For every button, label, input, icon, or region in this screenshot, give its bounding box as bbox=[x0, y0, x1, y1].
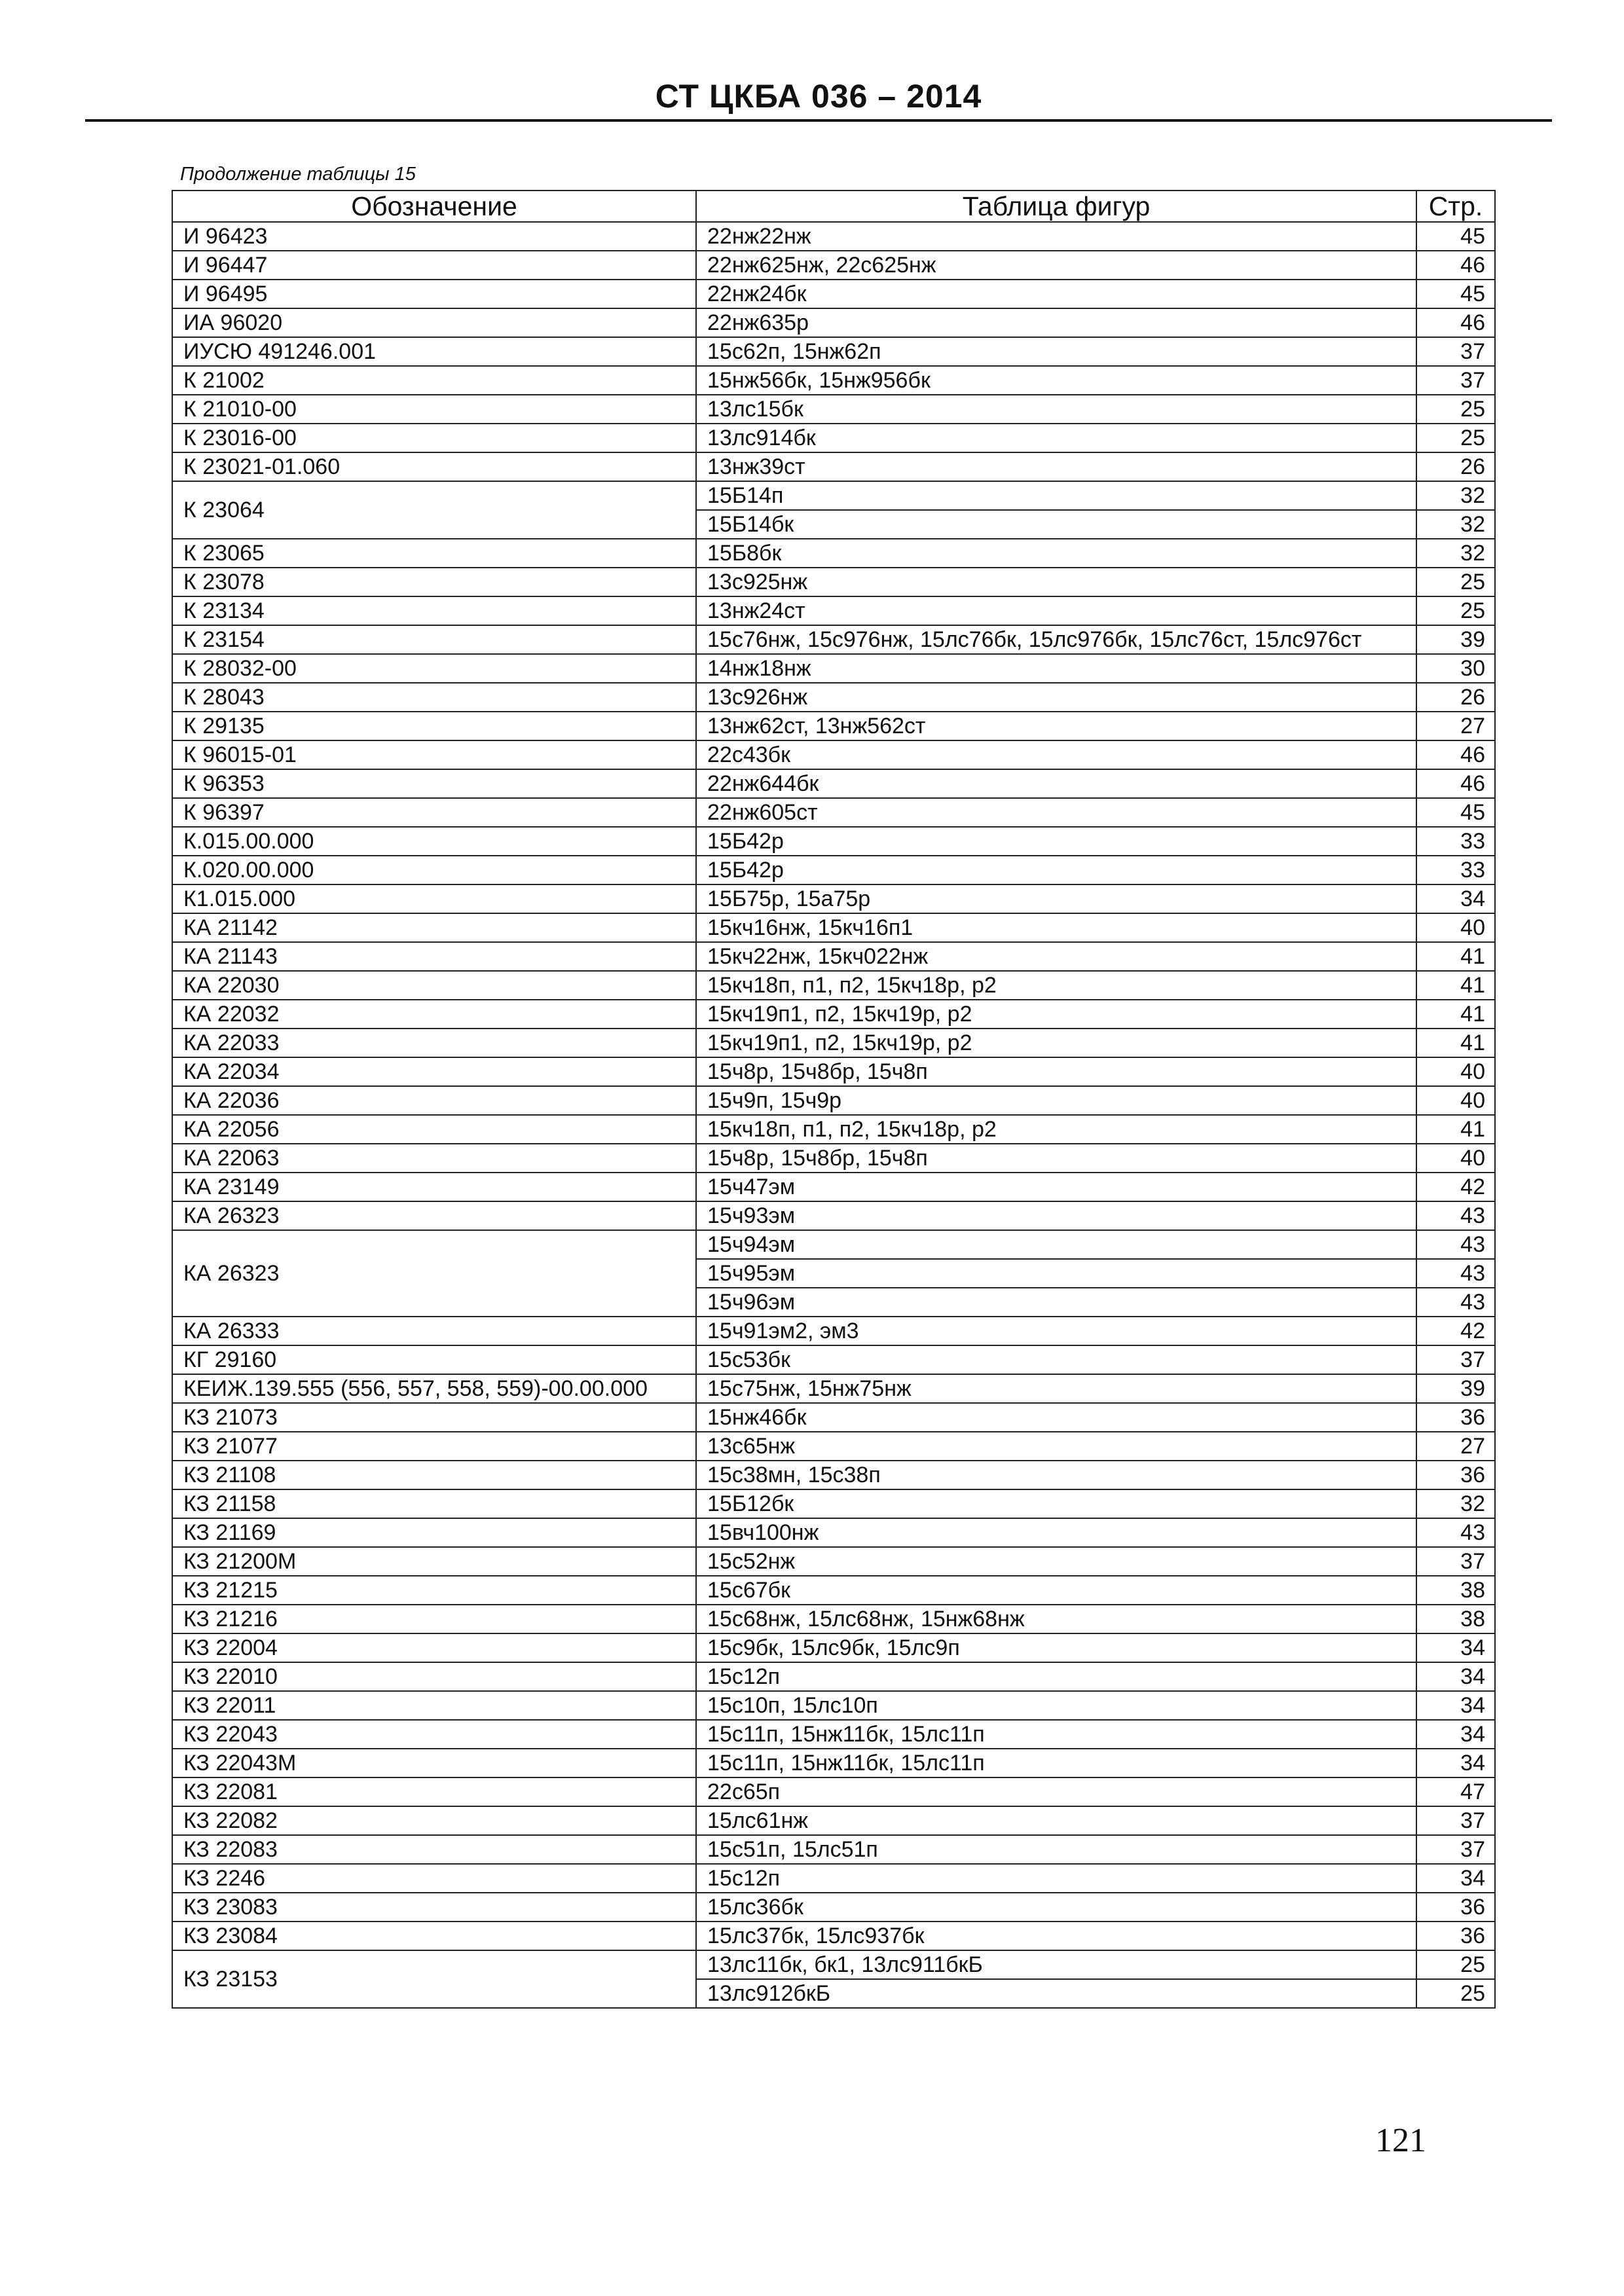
figure-cell: 15Б12бк bbox=[696, 1489, 1416, 1518]
figure-cell: 15с12п bbox=[696, 1864, 1416, 1893]
figure-cell: 15лс37бк, 15лс937бк bbox=[696, 1922, 1416, 1950]
figure-cell: 15кч19п1, п2, 15кч19р, р2 bbox=[696, 1029, 1416, 1057]
page-cell: 25 bbox=[1416, 424, 1495, 452]
page-cell: 41 bbox=[1416, 1029, 1495, 1057]
figure-cell: 13нж24ст bbox=[696, 596, 1416, 625]
designation-cell: К 29135 bbox=[172, 712, 696, 740]
figure-cell: 13с925нж bbox=[696, 568, 1416, 596]
table-row bbox=[172, 769, 1495, 798]
figure-cell: 15ч9п, 15ч9р bbox=[696, 1086, 1416, 1115]
page-cell: 41 bbox=[1416, 1000, 1495, 1029]
table-row bbox=[172, 308, 1495, 337]
page-cell: 37 bbox=[1416, 337, 1495, 366]
page-cell: 47 bbox=[1416, 1777, 1495, 1806]
table-row bbox=[172, 1720, 1495, 1749]
figure-cell: 13лс914бк bbox=[696, 424, 1416, 452]
designation-cell: К 28032-00 bbox=[172, 654, 696, 683]
header-rule bbox=[85, 119, 1552, 122]
table-row bbox=[172, 1201, 1495, 1230]
designation-cell: КЗ 22081 bbox=[172, 1777, 696, 1806]
figure-cell: 22нж644бк bbox=[696, 769, 1416, 798]
page-cell: 32 bbox=[1416, 1489, 1495, 1518]
designation-cell: ИА 96020 bbox=[172, 308, 696, 337]
table-row bbox=[172, 1777, 1495, 1806]
table-row bbox=[172, 1835, 1495, 1864]
figure-cell: 15с52нж bbox=[696, 1547, 1416, 1576]
figure-cell: 15Б14бк bbox=[696, 510, 1416, 539]
table-row bbox=[172, 856, 1495, 884]
designation-cell: КЗ 21216 bbox=[172, 1605, 696, 1633]
designation-cell: К.015.00.000 bbox=[172, 827, 696, 856]
page-cell: 34 bbox=[1416, 1749, 1495, 1777]
designation-cell: И 96447 bbox=[172, 251, 696, 280]
column-header-page: Стр. bbox=[1416, 191, 1495, 222]
page-cell: 37 bbox=[1416, 1835, 1495, 1864]
designation-cell: И 96495 bbox=[172, 280, 696, 308]
page-cell: 46 bbox=[1416, 251, 1495, 280]
designation-cell: КА 22033 bbox=[172, 1029, 696, 1057]
figure-cell: 15ч95эм bbox=[696, 1259, 1416, 1288]
figure-cell: 13с926нж bbox=[696, 683, 1416, 712]
designation-cell: И 96423 bbox=[172, 222, 696, 251]
page-cell: 39 bbox=[1416, 625, 1495, 654]
figure-cell: 15Б75р, 15а75р bbox=[696, 884, 1416, 913]
page-cell: 45 bbox=[1416, 280, 1495, 308]
page-cell: 25 bbox=[1416, 1979, 1495, 2008]
table-row bbox=[172, 1144, 1495, 1173]
table-row bbox=[172, 827, 1495, 856]
page-cell: 37 bbox=[1416, 1345, 1495, 1374]
table-header-row bbox=[172, 191, 1495, 222]
figure-cell: 13лс912бкБ bbox=[696, 1979, 1416, 2008]
figure-cell: 15с76нж, 15с976нж, 15лс76бк, 15лс976бк, 15лс76ст, 15лс976ст bbox=[696, 625, 1416, 654]
figure-cell: 15с67бк bbox=[696, 1576, 1416, 1605]
document-header-title: СТ ЦКБА 036 – 2014 bbox=[655, 78, 982, 115]
page-cell: 39 bbox=[1416, 1374, 1495, 1403]
figure-cell: 22нж22нж bbox=[696, 222, 1416, 251]
table-row bbox=[172, 625, 1495, 654]
page-cell: 40 bbox=[1416, 1144, 1495, 1173]
page-cell: 34 bbox=[1416, 1720, 1495, 1749]
designation-cell: К 21002 bbox=[172, 366, 696, 395]
table-row bbox=[172, 884, 1495, 913]
figure-cell: 15с68нж, 15лс68нж, 15нж68нж bbox=[696, 1605, 1416, 1633]
page-cell: 42 bbox=[1416, 1173, 1495, 1201]
designation-cell: КА 26323 bbox=[172, 1230, 696, 1317]
column-header-figure-table: Таблица фигур bbox=[696, 191, 1416, 222]
designation-cell: КЗ 21158 bbox=[172, 1489, 696, 1518]
figure-cell: 15Б42р bbox=[696, 827, 1416, 856]
designation-cell: КЗ 23084 bbox=[172, 1922, 696, 1950]
designation-cell: КА 21143 bbox=[172, 942, 696, 971]
table-row bbox=[172, 1173, 1495, 1201]
figure-cell: 15кч22нж, 15кч022нж bbox=[696, 942, 1416, 971]
figure-cell: 15кч16нж, 15кч16п1 bbox=[696, 913, 1416, 942]
table-row bbox=[172, 712, 1495, 740]
table-row bbox=[172, 1662, 1495, 1691]
table-row bbox=[172, 1029, 1495, 1057]
designation-cell: КЗ 22004 bbox=[172, 1633, 696, 1662]
figure-cell: 15ч93эм bbox=[696, 1201, 1416, 1230]
table-row bbox=[172, 222, 1495, 251]
table-row bbox=[172, 395, 1495, 424]
table-row bbox=[172, 280, 1495, 308]
page-cell: 42 bbox=[1416, 1317, 1495, 1345]
table-row bbox=[172, 1230, 1495, 1259]
table-row bbox=[172, 596, 1495, 625]
designation-cell: КА 26333 bbox=[172, 1317, 696, 1345]
table-row bbox=[172, 683, 1495, 712]
page-cell: 40 bbox=[1416, 1057, 1495, 1086]
page-cell: 26 bbox=[1416, 452, 1495, 481]
designation-cell: КА 23149 bbox=[172, 1173, 696, 1201]
designation-cell: К 96015-01 bbox=[172, 740, 696, 769]
figure-cell: 13лс15бк bbox=[696, 395, 1416, 424]
table-row bbox=[172, 1518, 1495, 1547]
figure-cell: 15с9бк, 15лс9бк, 15лс9п bbox=[696, 1633, 1416, 1662]
table-row bbox=[172, 1057, 1495, 1086]
designation-cell: КЗ 22043 bbox=[172, 1720, 696, 1749]
table-row bbox=[172, 654, 1495, 683]
page-cell: 41 bbox=[1416, 1115, 1495, 1144]
page-cell: 37 bbox=[1416, 1547, 1495, 1576]
figure-cell: 15с75нж, 15нж75нж bbox=[696, 1374, 1416, 1403]
figure-cell: 15Б14п bbox=[696, 481, 1416, 510]
figure-cell: 22нж605ст bbox=[696, 798, 1416, 827]
table-row bbox=[172, 481, 1495, 510]
figure-cell: 15с11п, 15нж11бк, 15лс11п bbox=[696, 1720, 1416, 1749]
page-cell: 32 bbox=[1416, 481, 1495, 510]
designation-cell: КЗ 21077 bbox=[172, 1432, 696, 1461]
figure-cell: 13с65нж bbox=[696, 1432, 1416, 1461]
page-cell: 37 bbox=[1416, 366, 1495, 395]
figure-cell: 22нж635р bbox=[696, 308, 1416, 337]
page-cell: 32 bbox=[1416, 539, 1495, 568]
designation-cell: К 23078 bbox=[172, 568, 696, 596]
designation-cell: ИУСЮ 491246.001 bbox=[172, 337, 696, 366]
designation-cell: КЗ 22010 bbox=[172, 1662, 696, 1691]
page-cell: 34 bbox=[1416, 884, 1495, 913]
designation-cell: КЗ 23153 bbox=[172, 1950, 696, 2008]
page-cell: 45 bbox=[1416, 798, 1495, 827]
designation-cell: К 23154 bbox=[172, 625, 696, 654]
figure-cell: 15ч96эм bbox=[696, 1288, 1416, 1317]
figure-cell: 15с51п, 15лс51п bbox=[696, 1835, 1416, 1864]
table-row bbox=[172, 1317, 1495, 1345]
page-cell: 46 bbox=[1416, 308, 1495, 337]
table-row bbox=[172, 942, 1495, 971]
designation-cell: К 21010-00 bbox=[172, 395, 696, 424]
figure-cell: 15кч18п, п1, п2, 15кч18р, р2 bbox=[696, 971, 1416, 1000]
designation-cell: КГ 29160 bbox=[172, 1345, 696, 1374]
designation-cell: КА 22063 bbox=[172, 1144, 696, 1173]
figure-cell: 15нж46бк bbox=[696, 1403, 1416, 1432]
table-row bbox=[172, 366, 1495, 395]
figure-cell: 15лс36бк bbox=[696, 1893, 1416, 1922]
page-cell: 40 bbox=[1416, 913, 1495, 942]
page-cell: 25 bbox=[1416, 1950, 1495, 1979]
page-cell: 41 bbox=[1416, 971, 1495, 1000]
table-row bbox=[172, 1000, 1495, 1029]
table-row bbox=[172, 1461, 1495, 1489]
figure-cell: 15Б8бк bbox=[696, 539, 1416, 568]
figure-cell: 15нж56бк, 15нж956бк bbox=[696, 366, 1416, 395]
table-row bbox=[172, 1950, 1495, 1979]
figure-cell: 15с53бк bbox=[696, 1345, 1416, 1374]
table-row bbox=[172, 568, 1495, 596]
designation-cell: КЗ 21169 bbox=[172, 1518, 696, 1547]
designation-cell: К 23021-01.060 bbox=[172, 452, 696, 481]
designation-cell: КА 22030 bbox=[172, 971, 696, 1000]
figure-cell: 14нж18нж bbox=[696, 654, 1416, 683]
designation-cell: КЗ 21215 bbox=[172, 1576, 696, 1605]
column-header-designation: Обозначение bbox=[172, 191, 696, 222]
page-cell: 26 bbox=[1416, 683, 1495, 712]
table-row bbox=[172, 539, 1495, 568]
page-cell: 25 bbox=[1416, 395, 1495, 424]
figure-cell: 13нж39ст bbox=[696, 452, 1416, 481]
designation-cell: КЗ 2246 bbox=[172, 1864, 696, 1893]
table-row bbox=[172, 1922, 1495, 1950]
table-row bbox=[172, 1345, 1495, 1374]
designation-table bbox=[172, 190, 1496, 2009]
page-cell: 25 bbox=[1416, 568, 1495, 596]
page-cell: 45 bbox=[1416, 222, 1495, 251]
figure-cell: 15вч100нж bbox=[696, 1518, 1416, 1547]
designation-cell: КА 22036 bbox=[172, 1086, 696, 1115]
designation-cell: К 96353 bbox=[172, 769, 696, 798]
figure-cell: 15кч19п1, п2, 15кч19р, р2 bbox=[696, 1000, 1416, 1029]
page-cell: 38 bbox=[1416, 1605, 1495, 1633]
table-row bbox=[172, 1576, 1495, 1605]
designation-cell: КЕИЖ.139.555 (556, 557, 558, 559)-00.00.000 bbox=[172, 1374, 696, 1403]
figure-cell: 15ч8р, 15ч8бр, 15ч8п bbox=[696, 1144, 1416, 1173]
table-row bbox=[172, 740, 1495, 769]
designation-cell: КЗ 23083 bbox=[172, 1893, 696, 1922]
designation-cell: К 96397 bbox=[172, 798, 696, 827]
page-cell: 36 bbox=[1416, 1461, 1495, 1489]
figure-cell: 22с65п bbox=[696, 1777, 1416, 1806]
designation-cell: К 28043 bbox=[172, 683, 696, 712]
figure-cell: 15лс61нж bbox=[696, 1806, 1416, 1835]
designation-cell: К 23134 bbox=[172, 596, 696, 625]
page-cell: 36 bbox=[1416, 1893, 1495, 1922]
designation-cell: К 23064 bbox=[172, 481, 696, 539]
figure-cell: 22нж24бк bbox=[696, 280, 1416, 308]
page-cell: 34 bbox=[1416, 1662, 1495, 1691]
designation-cell: КЗ 22083 bbox=[172, 1835, 696, 1864]
page-cell: 36 bbox=[1416, 1403, 1495, 1432]
figure-cell: 15кч18п, п1, п2, 15кч18р, р2 bbox=[696, 1115, 1416, 1144]
page-cell: 46 bbox=[1416, 740, 1495, 769]
page-cell: 43 bbox=[1416, 1230, 1495, 1259]
table-row bbox=[172, 1115, 1495, 1144]
table-caption: Продолжение таблицы 15 bbox=[180, 164, 416, 185]
table-row bbox=[172, 1633, 1495, 1662]
page-cell: 27 bbox=[1416, 712, 1495, 740]
designation-cell: КА 26323 bbox=[172, 1201, 696, 1230]
page-cell: 46 bbox=[1416, 769, 1495, 798]
page-cell: 40 bbox=[1416, 1086, 1495, 1115]
table-row bbox=[172, 1374, 1495, 1403]
table-row bbox=[172, 913, 1495, 942]
designation-cell: К 23016-00 bbox=[172, 424, 696, 452]
page-cell: 43 bbox=[1416, 1518, 1495, 1547]
figure-cell: 15с38мн, 15с38п bbox=[696, 1461, 1416, 1489]
table-row bbox=[172, 1489, 1495, 1518]
figure-cell: 15ч91эм2, эм3 bbox=[696, 1317, 1416, 1345]
page-cell: 34 bbox=[1416, 1633, 1495, 1662]
page-cell: 36 bbox=[1416, 1922, 1495, 1950]
figure-cell: 15с10п, 15лс10п bbox=[696, 1691, 1416, 1720]
figure-cell: 22с43бк bbox=[696, 740, 1416, 769]
page-cell: 38 bbox=[1416, 1576, 1495, 1605]
figure-cell: 15ч47эм bbox=[696, 1173, 1416, 1201]
figure-cell: 15ч8р, 15ч8бр, 15ч8п bbox=[696, 1057, 1416, 1086]
designation-cell: КЗ 21200М bbox=[172, 1547, 696, 1576]
designation-cell: КЗ 22011 bbox=[172, 1691, 696, 1720]
table-row bbox=[172, 1086, 1495, 1115]
table-row bbox=[172, 1893, 1495, 1922]
designation-cell: КА 22056 bbox=[172, 1115, 696, 1144]
table-row bbox=[172, 1432, 1495, 1461]
designation-cell: К.020.00.000 bbox=[172, 856, 696, 884]
designation-cell: КЗ 22043М bbox=[172, 1749, 696, 1777]
figure-cell: 15с62п, 15нж62п bbox=[696, 337, 1416, 366]
page-cell: 34 bbox=[1416, 1691, 1495, 1720]
figure-cell: 13лс11бк, бк1, 13лс911бкБ bbox=[696, 1950, 1416, 1979]
table-row bbox=[172, 1749, 1495, 1777]
table-row bbox=[172, 1403, 1495, 1432]
figure-cell: 22нж625нж, 22с625нж bbox=[696, 251, 1416, 280]
table-row bbox=[172, 1605, 1495, 1633]
designation-cell: К 23065 bbox=[172, 539, 696, 568]
designation-cell: К1.015.000 bbox=[172, 884, 696, 913]
figure-cell: 13нж62ст, 13нж562ст bbox=[696, 712, 1416, 740]
page-cell: 37 bbox=[1416, 1806, 1495, 1835]
table-row bbox=[172, 1806, 1495, 1835]
page-cell: 43 bbox=[1416, 1259, 1495, 1288]
table-row bbox=[172, 424, 1495, 452]
figure-cell: 15ч94эм bbox=[696, 1230, 1416, 1259]
page-number: 121 bbox=[1375, 2122, 1426, 2159]
table-row bbox=[172, 1547, 1495, 1576]
designation-cell: КЗ 22082 bbox=[172, 1806, 696, 1835]
table-body bbox=[172, 222, 1495, 2008]
designation-cell: КА 22034 bbox=[172, 1057, 696, 1086]
designation-cell: КА 21142 bbox=[172, 913, 696, 942]
table-row bbox=[172, 251, 1495, 280]
table-row bbox=[172, 798, 1495, 827]
page-cell: 32 bbox=[1416, 510, 1495, 539]
table-row bbox=[172, 971, 1495, 1000]
table-row bbox=[172, 1864, 1495, 1893]
page-cell: 34 bbox=[1416, 1864, 1495, 1893]
page-cell: 27 bbox=[1416, 1432, 1495, 1461]
table-row bbox=[172, 1691, 1495, 1720]
page-cell: 33 bbox=[1416, 856, 1495, 884]
table-row bbox=[172, 337, 1495, 366]
page-cell: 25 bbox=[1416, 596, 1495, 625]
page-cell: 30 bbox=[1416, 654, 1495, 683]
figure-cell: 15с12п bbox=[696, 1662, 1416, 1691]
table-row bbox=[172, 452, 1495, 481]
designation-cell: КЗ 21073 bbox=[172, 1403, 696, 1432]
figure-cell: 15с11п, 15нж11бк, 15лс11п bbox=[696, 1749, 1416, 1777]
page-cell: 33 bbox=[1416, 827, 1495, 856]
designation-cell: КА 22032 bbox=[172, 1000, 696, 1029]
page-cell: 43 bbox=[1416, 1201, 1495, 1230]
page-cell: 43 bbox=[1416, 1288, 1495, 1317]
page-cell: 41 bbox=[1416, 942, 1495, 971]
designation-cell: КЗ 21108 bbox=[172, 1461, 696, 1489]
figure-cell: 15Б42р bbox=[696, 856, 1416, 884]
